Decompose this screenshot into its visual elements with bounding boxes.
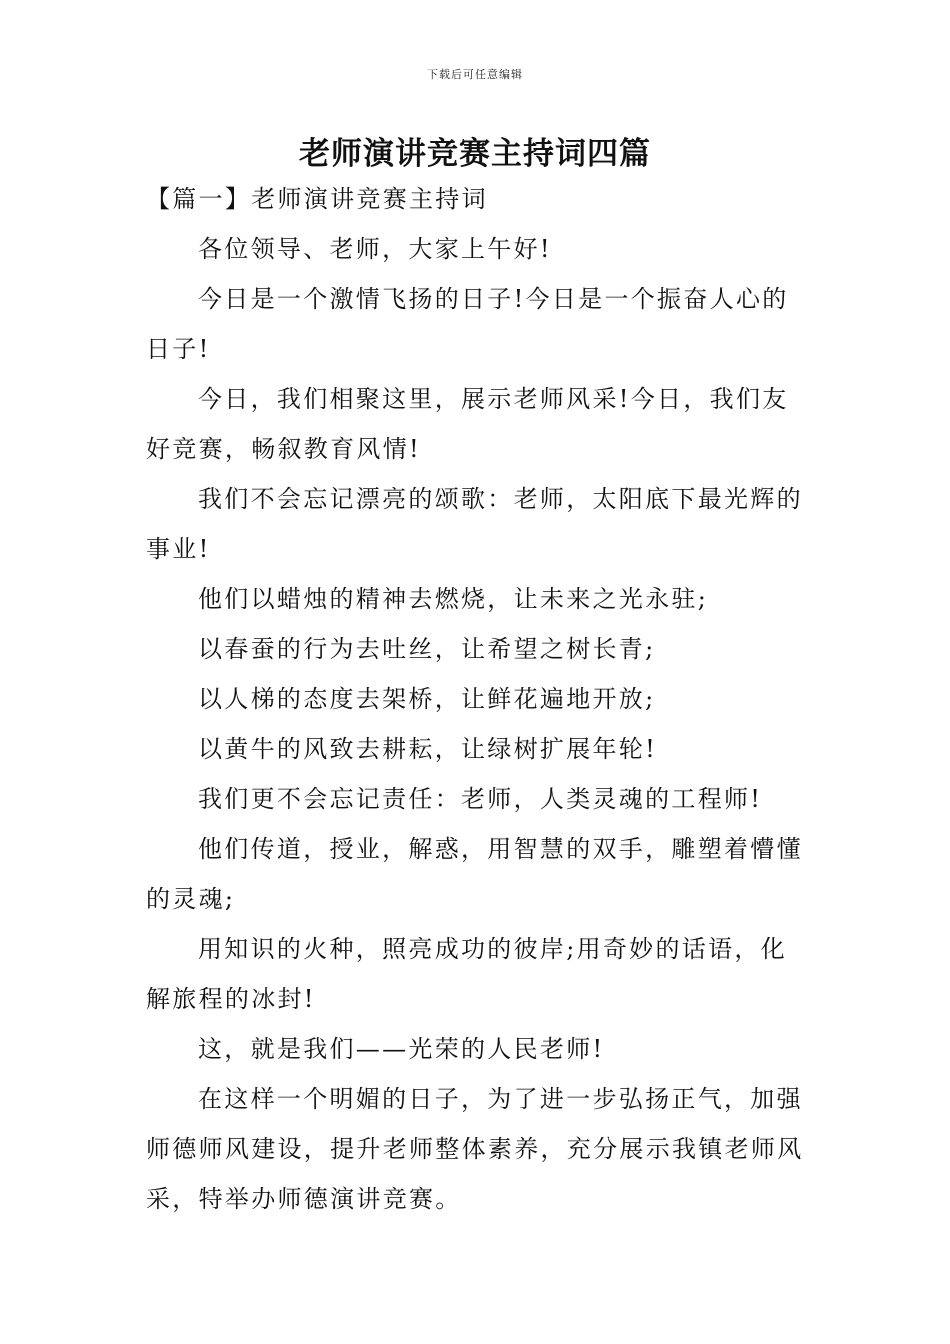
paragraph: 以春蚕的行为去吐丝，让希望之树长青; [198, 635, 656, 663]
header-note: 下载后可任意编辑 [427, 68, 523, 81]
paragraph: 他们以蜡烛的精神去燃烧，让未来之光永驻; [198, 585, 709, 613]
paragraph: 以人梯的态度去架桥，让鲜花遍地开放; [198, 685, 656, 713]
paragraph: 今日，我们相聚这里，展示老师风采!今日，我们友好竞赛，畅叙教育风情! [146, 385, 789, 463]
paragraph: 我们更不会忘记责任：老师，人类灵魂的工程师! [198, 785, 763, 813]
paragraph: 在这样一个明媚的日子，为了进一步弘扬正气，加强师德师风建设，提升老师整体素养，充分展示我镇老师风采，特举办师德演讲竞赛。 [146, 1085, 804, 1213]
paragraph: 各位领导、老师，大家上午好! [198, 235, 552, 263]
paragraph: 我们不会忘记漂亮的颂歌：老师，太阳底下最光辉的事业! [146, 485, 803, 563]
paragraph: 以黄牛的风致去耕耘，让绿树扩展年轮! [198, 735, 658, 763]
section-heading: 【篇一】老师演讲竞赛主持词 [146, 185, 488, 213]
paragraph: 用知识的火种，照亮成功的彼岸;用奇妙的话语，化解旅程的冰封! [146, 935, 787, 1013]
paragraph: 今日是一个激情飞扬的日子!今日是一个振奋人心的日子! [146, 285, 789, 363]
paragraph: 他们传道，授业，解惑，用智慧的双手，雕塑着懵懂的灵魂; [146, 835, 803, 913]
document-body [146, 174, 808, 1224]
paragraph: 这，就是我们——光荣的人民老师! [198, 1035, 605, 1063]
document-title: 老师演讲竞赛主持词四篇 [299, 136, 651, 172]
